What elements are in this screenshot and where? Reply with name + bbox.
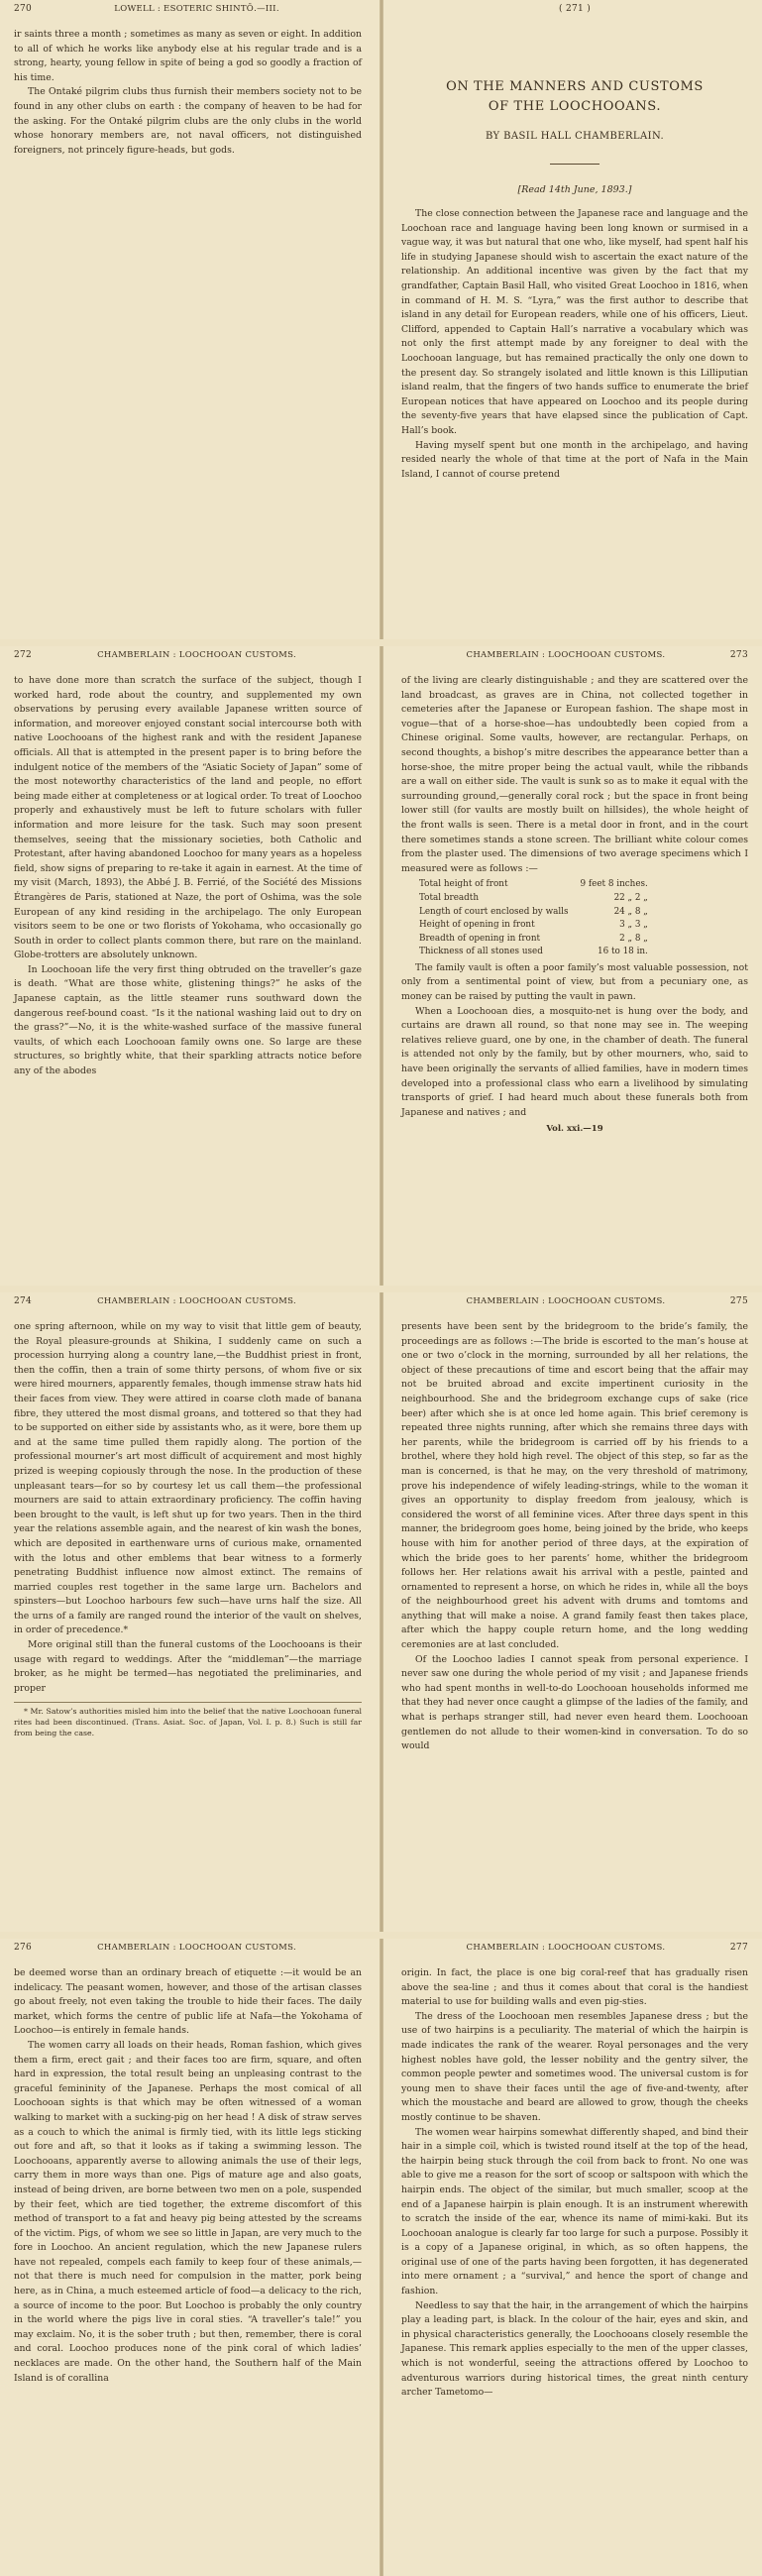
dimension-label: Thickness of all stones used <box>419 947 543 957</box>
table-row <box>417 906 650 920</box>
body-text <box>401 1966 748 2401</box>
page-number: 272 <box>14 650 33 660</box>
running-head <box>401 650 748 666</box>
dimension-label: Height of opening in front <box>419 920 535 931</box>
paragraph: ir saints three a month ; sometimes as many as seven or eight. In addition to all of which he works like anybody else at his regular trade and is a strong, hearty, young fellow in spite of being a god so goodly a fraction of his time. <box>14 29 362 83</box>
paragraph: presents have been sent by the bridegroom to the bride’s family, the proceedings are as follows :—The bride is escorted to the man’s house at one or two o’clock in the morning, surrounded by all her relations, the object of these precautions of time and escort being that the affair may not be bruited abroad and excite impertinent curiosity in the neighbourhood. She and the bridegroom exchange cups of sake (rice beer) after which she is at once led home again. This brief ceremony is repeated three nights running, after which she remains three days with her parents, while the bridegroom is carried off by his friends to a brothel, where they hold high revel. The object of this step, so far as the man is concerned, is that he may, on the very threshold of matrimony, prove his independence of wifely leading-strings, while to the woman it gives an opportunity to display freedom from jealousy, which is considered the worst of all feminine vices. After three days spent in this manner, the bridegroom goes home, being joined by the bride, who keeps house with him for another period of three days, at the expiration of which the bride goes to her parents’ home, whither the bridegroom follows her. Her relations await his arrival with a pestle, painted and ornamented to represent a horse, on which he rides in, while all the boys of the neighbourhood greet his advent with drums and tomtoms and anything that will make a noise. A grand family feast then takes place, after which the happy couple return home, and the long wedding ceremonies are at last concluded. <box>401 1321 748 1651</box>
author-line: BY BASIL HALL CHAMBERLAIN. <box>485 131 665 142</box>
dimension-label: Total height of front <box>419 879 508 890</box>
paragraph: to have done more than scratch the surface of the subject, though I worked hard, rode about the country, and supplemented my own observations by perusing every available Japanese written source of information, and moreover enjoyed constant social intercourse both with native Loochooans of the highest rank and with the resident Japanese officials. All that is attempted in the present paper is to bring before the indulgent notice of the members of the “Asiatic Society of Japan” some of the most noteworthy characteristics of the land and people, no effort being made either at completeness or at logical order. To treat of Loochoo properly and exhaustively must be left to future scholars with fuller information and more leisure for the task. Such may soon present themselves, seeing that the missionary societies, both Catholic and Protestant, after having abandoned Loochoo for many years as a hopeless field, show signs of preparing to re-take it again in earnest. At the time of my visit (March, 1893), the Abbé J. B. Ferrié, of the Société des Missions Étrangères de Paris, stationed at Naze, the port of Oshima, was the sole European of any kind residing in the archipelago. The only European visitors seem to be one or two florists of Yokohama, who occasionally go South in order to collect plants common there, but rare on the mainland. Globe-trotters are absolutely unknown. <box>14 675 362 961</box>
body-text <box>401 207 748 482</box>
title-line: ON THE MANNERS AND CUSTOMS <box>446 79 704 94</box>
paragraph: be deemed worse than an ordinary breach of etiquette :—it would be an indelicacy. The peasant women, however, and those of the artisan classes go about freely, not even taking the trouble to hide their faces. The daily market, which forms the centre of public life at Nafa—the Yokohama of Loochoo—is entirely in female hands. <box>14 1967 362 2037</box>
running-title: CHAMBERLAIN : LOOCHOOAN CUSTOMS. <box>97 1296 296 1306</box>
paragraph: The women wear hairpins somewhat differently shaped, and bind their hair in a simple coil, which is twisted round itself at the top of the head, the hairpin being stuck through the coil from back to front. No one was able to give me a reason for the sort of scoop or saltspoon with which the hairpin ends. The object of the similar, but much smaller, scoop at the end of a Japanese hairpin is plain enough. It is an instrument wherewith to scratch the inside of the ear, whence its name of mimi-kaki. But its Loochooan analogue is clearly far too large for such a purpose. Possibly it is a copy of a Japanese original, in which, as so often happens, the original use of one of the parts having been forgotten, it has degenerated into mere ornament ; a “survival,” and hence the sport of change and fashion. <box>401 2126 748 2297</box>
body-text <box>14 674 362 1079</box>
body-text <box>14 1320 362 1696</box>
paragraph: The women carry all loads on their heads, Roman fashion, which gives them a firm, erect gait ; and their faces too are firm, square, and often hard in expression, the total result being an unpleasing contrast to the graceful femininity of the Japanese. Perhaps the most comical of all Loochooan sights is that which may be often witnessed of a woman walking to market with a sucking-pig on her head ! A disk of straw serves as a couch to which the animal is firmly tied, with its little legs sticking out fore and aft, so that it looks as if taking a swimming lesson. The Loochooans, apparently averse to allowing animals the use of their legs, carry them in more ways than one. Pigs of mature age and also goats, instead of being driven, are borne between two men on a pole, suspended by their feet, which are tied together, the extreme discomfort of this method of transport to a fat and heavy pig being attested by the screams of the victim. Pigs, of whom we see so little in Japan, are very much to the fore in Loochoo. An ancient regulation, which the new Japanese rulers have not repealed, compels each family to keep four of these animals,—not that there is much need for compulsion in the matter, pork being here, as in China, a much esteemed article of food—a delicacy to the rich, a source of income to the poor. But Loochoo is probably the only country in the world where the pigs live in coral sties. “A traveller’s tale!” you may exclaim. No, it is the sober truth ; but then, remember, there is coral and coral. Loochoo produces none of the pink coral of which ladies’ necklaces are made. On the other hand, the Southern half of the Main Island is of corallina <box>14 2039 362 2384</box>
running-head <box>14 650 362 666</box>
dimensions-table <box>417 878 650 959</box>
running-head <box>401 1296 748 1312</box>
table-row <box>417 919 650 933</box>
body-text <box>401 674 748 1120</box>
paragraph: origin. In fact, the place is one big coral-reef that has gradually risen above the sea-line ; and thus it comes about that coral is the handiest material to use for building walls and even pig-sties. <box>401 1967 748 2008</box>
running-head <box>14 4 362 20</box>
page-number: 270 <box>14 4 33 14</box>
paragraph: of the living are clearly distinguishable ; and they are scattered over the land broadcast, as graves are in China, not collected together in cemeteries after the Japanese or European fashion. The shape most in vogue—that of a horse-shoe—has undoubtedly been copied from a Chinese original. Some vaults, however, are rectangular. Perhaps, on second thoughts, a bishop’s mitre describes the appearance better than a horse-shoe, the mitre proper being the actual vault, while the ribbands are a wall on either side. The vault is sunk so as to make it equal with the surrounding ground,—generally coral rock ; but the space in front being lower still (for vaults are mostly built on hillsides), the whole height of the front walls is seen. There is a metal door in front, and in the court there sometimes stands a stone screen. The brilliant white colour comes from the plaster used. The dimensions of two average specimens which I measured were as follows :— <box>401 675 748 874</box>
footnote: * Mr. Satow’s authorities misled him into the belief that the native Loochooan funeral rites had been discontinued. (Trans. Asiat. Soc. of Japan, Vol. I. p. 8.) Such is still far from being the case. <box>14 1702 362 1738</box>
page-277 <box>383 1939 762 2576</box>
divider <box>550 164 599 165</box>
paragraph: More original still than the funeral customs of the Loochooans is their usage with regard to weddings. After the “middleman”—the marriage broker, as he might be termed—has negotiated the preliminaries, and proper <box>14 1639 362 1694</box>
paragraph: The family vault is often a poor family’s most valuable possession, not only from a sentimental point of view, but from a pecuniary one, as money can be raised by putting the vault in pawn. <box>401 961 748 1003</box>
page-275 <box>383 1292 762 1932</box>
running-title: LOWELL : ESOTERIC SHINTŌ.—III. <box>114 4 279 14</box>
paragraph: Needless to say that the hair, in the arrangement of which the hairpins play a leading part, is black. In the colour of the hair, eyes and skin, and in physical characteristics generally, the Loochooans closely resemble the Japanese. This remark applies especially to the men of the upper classes, which is not wonderful, seeing the attractions offered by Loochoo to adventurous warriors during historical times, the great ninth century archer Tametomo— <box>401 2299 748 2399</box>
running-title: CHAMBERLAIN : LOOCHOOAN CUSTOMS. <box>466 1296 666 1306</box>
dimension-value: 2 „ 8 „ <box>619 933 648 944</box>
page-274 <box>0 1292 380 1932</box>
page-number: 277 <box>729 1943 748 1953</box>
dimension-value: 16 to 18 in. <box>597 947 648 957</box>
running-title: CHAMBERLAIN : LOOCHOOAN CUSTOMS. <box>97 650 296 660</box>
dimension-value: 22 „ 2 „ <box>613 892 648 903</box>
page-276 <box>0 1939 380 2576</box>
page-270 <box>0 0 380 639</box>
page-271 <box>383 0 762 639</box>
paragraph: When a Loochooan dies, a mosquito-net is hung over the body, and curtains are drawn all round, so that none may see in. The weeping relatives relieve guard, one by one, in the chamber of death. The funeral is attended not only by the family, but by other mourners, who, said to have been originally the servants of allied families, have in modern times developed into a professional class who earn a livelihood by simulating transports of grief. I had heard much about these funerals both from Japanese and natives ; and <box>401 1005 748 1118</box>
paragraph: one spring afternoon, while on my way to visit that little gem of beauty, the Royal pleasure-grounds at Shikina, I suddenly came on such a procession hurrying along a country lane,—the Buddhist priest in front, then the coffin, then a train of some thirty persons, of whom five or six were hired mourners, apparently females, though immense straw hats hid their faces from view. They were attired in coarse cloth made of banana fibre, they uttered the most dismal groans, and tottered so that they had to be supported on either side by assistants who, as it were, bore them up and at the same time pulled them rapidly along. The portion of the professional mourner’s art most difficult of acquirement and most highly prized is weeping copiously through the nose. In the production of these unpleasant tears—for so by courtesy let us call them—the professional mourners are said to attain extraordinary proficiency. The coffin having been brought to the vault, is left shut up for two years. Then in the third year the relations assemble again, and the nearest of kin wash the bones, which are deposited in earthenware urns of curious make, ornamented with the lotus and other emblems that bear witness to a formerly penetrating Buddhist influence now almost extinct. The remains of married couples rest together in the same large urn. Bachelors and spinsters—but Loochoo harbours few such—have urns half the size. All the urns of a family are ranged round the interior of the vault on shelves, in order of precedence.* <box>14 1321 362 1636</box>
table-row <box>417 878 650 892</box>
page-number: 274 <box>14 1296 33 1306</box>
page-number: 275 <box>729 1296 748 1306</box>
paragraph: Having myself spent but one month in the archipelago, and having resided nearly the whole of that time at the port of Nafa in the Main Island, I cannot of course pretend <box>401 439 748 480</box>
paragraph: The close connection between the Japanese race and language and the Loochoan race and language having been long known or surmised in a vague way, it was but natural that one who, like myself, had spent half his life in studying Japanese should wish to ascertain the exact nature of the relationship. An additional incentive was given by the fact that my grandfather, Captain Basil Hall, who visited Great Loochoo in 1816, when in command of H. M. S. “Lyra,” was the first author to describe that island in any detail for European readers, while one of his officers, Lieut. Clifford, appended to Captain Hall’s narrative a vocabulary which was not only the first attempt made by any foreigner to deal with the Loochooan language, but has remained practically the only one down to the present day. So strangely isolated and little known is this Lilliputian island realm, that the fingers of two hands suffice to enumerate the brief European notices that have appeared on Loochoo and its people during the seventy-five years that have elapsed since the publication of Capt. Hall’s book. <box>401 208 748 436</box>
paragraph: In Loochooan life the very first thing obtruded on the traveller’s gaze is death. “What are those white, glistening things?” he asks of the Japanese captain, as the little steamer runs southward down the dangerous reef-bound coast. “Is it the national washing laid out to dry on the grass?”—No, it is the white-washed surface of the massive funeral vaults, of which each Loochooan family owns one. So large are these structures, so brightly white, that their sparkling attracts notice before any of the abodes <box>14 963 362 1077</box>
dimension-label: Breadth of opening in front <box>419 933 541 944</box>
body-text <box>401 1320 748 1754</box>
dimension-label: Length of court enclosed by walls <box>419 906 569 917</box>
dimension-value: 9 feet 8 inches. <box>580 879 648 890</box>
table-row <box>417 946 650 959</box>
running-head <box>14 1296 362 1312</box>
signature-mark: Vol. xxi.—19 <box>546 1124 603 1135</box>
running-title: CHAMBERLAIN : LOOCHOOAN CUSTOMS. <box>97 1943 296 1953</box>
body-text <box>14 28 362 158</box>
title-line: OF THE LOOCHOOANS. <box>488 99 662 114</box>
running-head <box>14 1943 362 1959</box>
dimension-value: 24 „ 8 „ <box>613 906 648 917</box>
dimension-label: Total breadth <box>419 892 479 903</box>
spread-3 <box>0 1292 762 1932</box>
spread-4 <box>0 1939 762 2576</box>
spread-1 <box>0 0 762 639</box>
page-number: ( 271 ) <box>558 4 592 14</box>
running-head <box>401 4 748 20</box>
table-row <box>417 933 650 947</box>
dimension-value: 3 „ 3 „ <box>619 920 648 931</box>
spread-2 <box>0 646 762 1286</box>
running-head <box>401 1943 748 1959</box>
page-number: 273 <box>729 650 748 660</box>
page-273 <box>383 646 762 1286</box>
paragraph: Of the Loochoo ladies I cannot speak from personal experience. I never saw one during the whole period of my visit ; and Japanese friends who had spent months in well-to-do Loochooan households informed me that they had never once caught a glimpse of the ladies of the family, and what is perhaps stranger still, had never even heard them. Loochooan gentlemen do not allude to their women-kind in conversation. To do so would <box>401 1653 748 1752</box>
body-text <box>14 1966 362 2386</box>
page-number: 276 <box>14 1943 33 1953</box>
running-title: CHAMBERLAIN : LOOCHOOAN CUSTOMS. <box>466 1943 666 1953</box>
page-272 <box>0 646 380 1286</box>
article-title <box>401 77 748 117</box>
table-row <box>417 892 650 906</box>
paragraph: The Ontaké pilgrim clubs thus furnish their members society not to be found in any other clubs on earth : the company of heaven to be had for the asking. For the Ontaké pilgrim clubs are the only clubs in the world whose honorary members are, not naval officers, not distinguished foreigners, not princely figure-heads, but gods. <box>14 86 362 156</box>
running-title: CHAMBERLAIN : LOOCHOOAN CUSTOMS. <box>466 650 666 660</box>
read-date: [Read 14th June, 1893.] <box>517 184 632 195</box>
paragraph: The dress of the Loochooan men resembles Japanese dress ; but the use of two hairpins is a peculiarity. The material of which the hairpin is made indicates the rank of the wearer. Royal personages and the very highest nobles have gold, the lesser nobility and the gentry silver, the common people pewter and sometimes wood. The universal custom is for young men to shave their faces until the age of five-and-twenty, after which the moustache and beard are allowed to grow, though the cheeks mostly continue to be shaven. <box>401 2010 748 2123</box>
